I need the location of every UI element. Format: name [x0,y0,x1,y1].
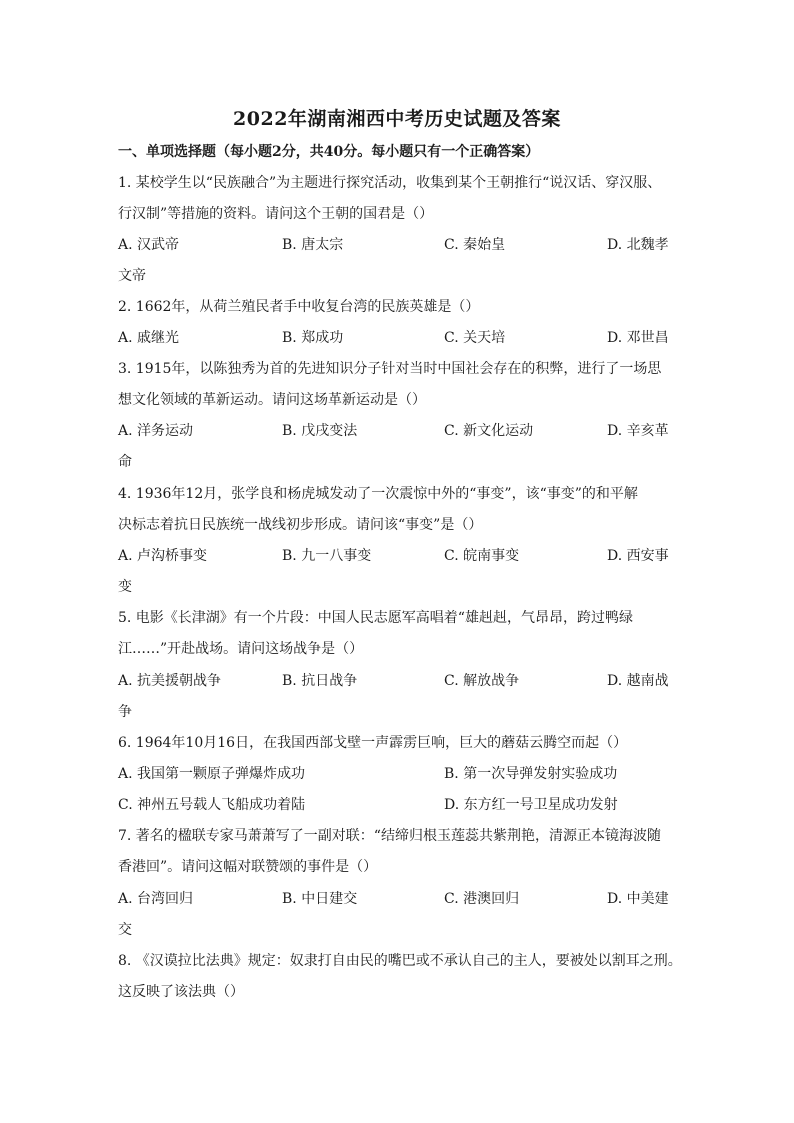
q3-line1: 3. 1915年，以陈独秀为首的先进知识分子针对当时中国社会存在的积弊，进行了一场思 [118,361,662,377]
q5-line1: 5. 电影《长津湖》有一个片段：中国人民志愿军高唱着“雄赳赳，气昂昂，跨过鸭绿 [118,610,633,626]
q4-option-d-wrap: 变 [118,579,132,595]
q7-option-c: C. 港澳回归 [444,891,520,907]
q2-line1: 2. 1662年，从荷兰殖民者手中收复台湾的民族英雄是（） [118,299,480,315]
q5-option-a: A. 抗美援朝战争 [118,673,222,689]
q2-option-d: D. 邓世昌 [607,330,669,346]
q6-option-c: C. 神州五号载人飞船成功着陆 [118,797,306,813]
q5-option-d-wrap: 争 [118,704,132,720]
q4-option-a: A. 卢沟桥事变 [118,548,208,564]
q7-option-d: D. 中美建 [607,891,669,907]
page-title: 2022年湖南湘西中考历史试题及答案 [233,108,561,130]
q5-option-d: D. 越南战 [607,673,669,689]
q7-option-a: A. 台湾回归 [118,891,194,907]
q7-line2: 香港回”。请问这幅对联赞颂的事件是（） [118,859,378,875]
q6-line1: 6. 1964年10月16日，在我国西部戈壁一声霹雳巨响，巨大的蘑菇云腾空而起（） [118,735,628,751]
q2-option-a: A. 戚继光 [118,330,180,346]
q6-option-a: A. 我国第一颗原子弹爆炸成功 [118,766,306,782]
q3-option-d-wrap: 命 [118,454,132,470]
q3-option-a: A. 洋务运动 [118,423,194,439]
q2-option-c: C. 关天培 [444,330,506,346]
q1-line1: 1. 某校学生以“民族融合”为主题进行探究活动，收集到某个王朝推行“说汉话、穿汉服、 [118,175,662,191]
q6-option-b: B. 第一次导弹发射实验成功 [444,766,618,782]
q7-option-d-wrap: 交 [118,922,132,938]
q7-option-b: B. 中日建交 [282,891,358,907]
q5-line2: 江……”开赴战场。请问这场战争是（） [118,641,364,657]
q3-option-c: C. 新文化运动 [444,423,534,439]
q1-option-b: B. 唐太宗 [282,237,344,253]
q1-option-d-wrap: 文帝 [118,268,146,284]
q1-option-a: A. 汉武帝 [118,237,180,253]
q3-line2: 想文化领域的革新运动。请问这场革新运动是（） [118,392,426,408]
q1-option-d: D. 北魏孝 [607,237,669,253]
q5-option-b: B. 抗日战争 [282,673,358,689]
q7-line1: 7. 著名的楹联专家马萧萧写了一副对联：“结缔归根玉莲蕊共紫荆艳，清源正本镜海波随 [118,828,661,844]
q4-option-b: B. 九一八事变 [282,548,372,564]
q8-line2: 这反映了该法典（） [118,984,244,1000]
q2-option-b: B. 郑成功 [282,330,344,346]
q5-option-c: C. 解放战争 [444,673,520,689]
q1-line2: 行汉制”等措施的资料。请问这个王朝的国君是（） [118,206,434,222]
q6-option-d: D. 东方红一号卫星成功发射 [444,797,618,813]
q3-option-d: D. 辛亥革 [607,423,669,439]
q8-line1: 8. 《汉谟拉比法典》规定：奴隶打自由民的嘴巴或不承认自己的主人，要被处以割耳之刑。 [118,953,682,969]
q3-option-b: B. 戊戌变法 [282,423,358,439]
q4-line2: 决标志着抗日民族统一战线初步形成。请问该“事变”是（） [118,517,483,533]
q4-option-c: C. 皖南事变 [444,548,520,564]
q4-option-d: D. 西安事 [607,548,669,564]
q1-option-c: C. 秦始皇 [444,237,506,253]
q4-line1: 4. 1936年12月，张学良和杨虎城发动了一次震惊中外的“事变”，该“事变”的和平解 [118,486,638,502]
section-heading: 一、单项选择题（每小题2分，共40分。每小题只有一个正确答案） [118,144,540,160]
